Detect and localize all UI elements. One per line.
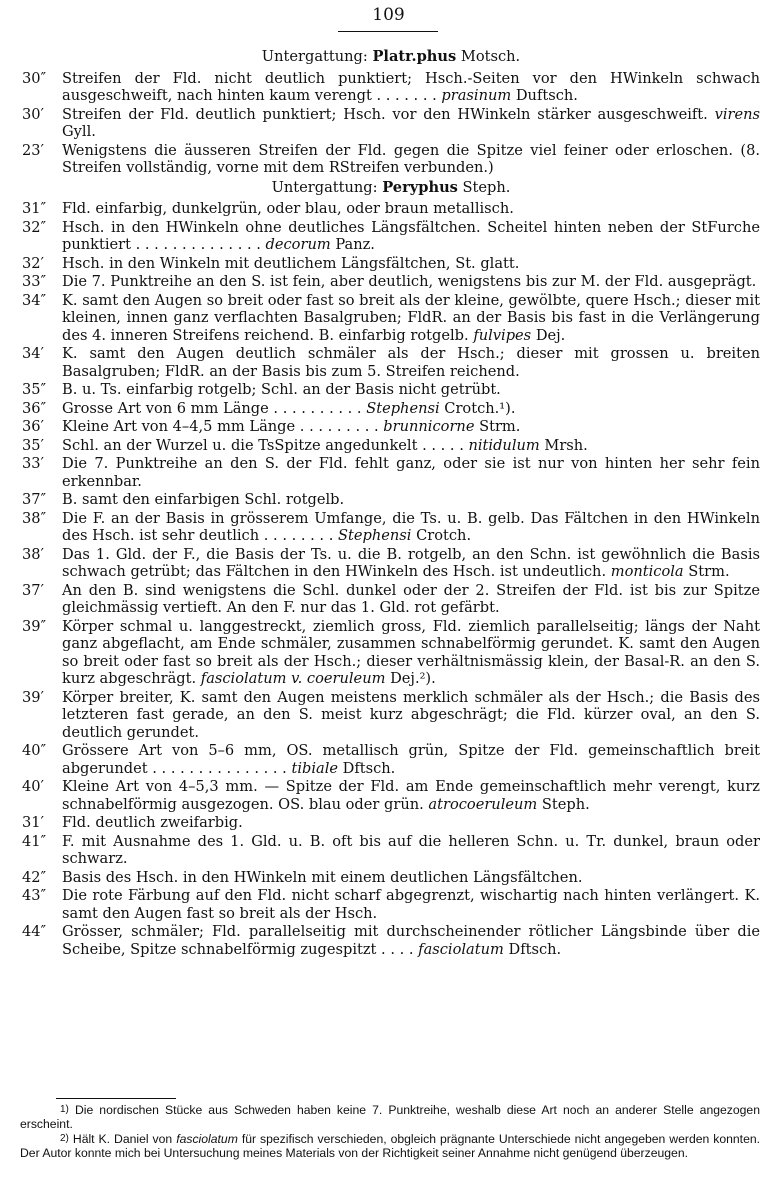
couplet-number: 42″ (22, 868, 47, 886)
couplet-text: Kleine Art von 4–4,5 mm Länge . . . . . . . . . (62, 418, 379, 435)
taxon-result (379, 418, 521, 435)
couplet-number: 34′ (22, 345, 44, 362)
couplet-number: 39″ (22, 617, 47, 635)
couplet-text: Grössere Art von 5–6 mm, OS. metallisch grün, Spitze der Fld. gemeinschaftlich breit abgerundet . . . . . . . . . . . . . . . (62, 742, 760, 777)
couplet-number: 36″ (22, 399, 47, 417)
taxon-name: decorum (265, 236, 331, 253)
couplet-number: 39′ (22, 688, 44, 706)
taxon-name: nitidulum (468, 436, 540, 454)
taxon-result (261, 236, 375, 253)
subgenus-label: Untergattung: (271, 178, 378, 196)
couplet-text: Fld. einfarbig, dunkelgrün, oder blau, oder braun metallisch. (62, 200, 514, 217)
taxon-author: Dej. (535, 326, 566, 344)
couplet-number: 40″ (22, 742, 47, 759)
taxon-result (362, 400, 516, 417)
taxon-result (437, 87, 578, 104)
taxon-author: Panz. (335, 236, 375, 253)
couplet-text: B. samt den einfarbigen Schl. rotgelb. (62, 491, 345, 508)
key-entry (22, 437, 760, 455)
key-entry (22, 869, 760, 887)
taxon-author: Crotch.¹). (444, 399, 516, 417)
couplet-text: Die rote Färbung auf den Fld. nicht scharf abgegrenzt, wischartig nach hinten verlängert. K. samt den Augen fast so breit als der Hsch. (62, 887, 760, 922)
couplet-number: 33′ (22, 455, 44, 472)
couplet-text: Die F. an der Basis in grösserem Umfange, die Ts. u. B. gelb. Das Fältchen in den HWinkeln des Hsch. ist sehr deutlich . . . . . . . . (62, 509, 760, 544)
header-rule (338, 31, 438, 32)
key-entry (22, 582, 760, 617)
key-entry (22, 255, 760, 273)
couplet-text: K. samt den Augen deutlich schmäler als der Hsch.; dieser mit grossen u. breiten Basalgruben; FldR. an der Basis bis zum 5. Streifen reichend. (62, 345, 760, 380)
taxon-name: fasciolatum (418, 940, 504, 958)
couplet-number: 43″ (22, 887, 47, 904)
couplet-number: 35″ (22, 381, 47, 398)
key-entry (22, 546, 760, 581)
footnotes (20, 1103, 760, 1160)
couplet-number: 44″ (22, 923, 47, 940)
couplet-text: Grosse Art von 6 mm Länge . . . . . . . . . . (62, 399, 362, 417)
taxon-author: Strm. (688, 563, 730, 580)
page-number: 109 (372, 5, 405, 25)
subgenus-heading (22, 179, 760, 197)
key-entry (22, 455, 760, 490)
couplet-number: 34″ (22, 291, 47, 309)
couplet-number: 32′ (22, 254, 44, 272)
key-entry (22, 381, 760, 399)
taxon-name: tibiale (291, 759, 338, 777)
couplet-text: Die 7. Punktreihe an den S. der Fld. fehlt ganz, oder sie ist nur von hinten her sehr fein erkennbar. (62, 455, 760, 490)
taxon-author: Duftsch. (515, 87, 578, 104)
couplet-text: Die 7. Punktreihe an den S. ist fein, aber deutlich, wenigstens bis zur M. der Fld. ausgeprägt. (62, 273, 757, 290)
taxon-author: Strm. (479, 418, 521, 435)
key-entry (22, 923, 760, 958)
subgenus-label: Untergattung: (261, 48, 368, 65)
taxon-result (606, 563, 730, 580)
footnote-mark: 1) (60, 1104, 69, 1115)
couplet-text: Basis des Hsch. in den HWinkeln mit einem deutlichen Längsfältchen. (62, 868, 583, 886)
subgenus-name: Platr.phus (372, 48, 457, 65)
key-entry (22, 345, 760, 380)
subgenus-name: Peryphus (382, 178, 458, 196)
couplet-number: 32″ (22, 218, 47, 236)
key-entry (22, 742, 760, 777)
taxon-author: Steph. (541, 795, 590, 813)
footnote (20, 1103, 760, 1132)
taxon-name: atrocoeruleum (428, 795, 538, 813)
couplet-number: 30′ (22, 105, 44, 123)
key-entry (22, 833, 760, 868)
taxon-name: Stephensi (338, 527, 412, 544)
couplet-number: 40′ (22, 778, 44, 795)
taxon-author: Dej.²). (390, 670, 436, 687)
key-entry (22, 689, 760, 742)
couplet-text: An den B. sind wenigstens die Schl. dunkel oder der 2. Streifen der Fld. ist bis zur Spitze gleichmässig vertieft. An den F. nur das 1. Gld. rot gefärbt. (62, 581, 760, 616)
couplet-number: 31′ (22, 814, 44, 831)
key-entry (22, 618, 760, 688)
footnote-text-cont: für spezifisch verschieden, obgleich prägnante Unterschiede nicht angegeben werden konnten. Der Autor konnte mich bei Untersuchung meines Materials von der Richtigkeit seiner Annahme nicht genügend überzeugen. (20, 1131, 761, 1160)
footnote-rule (56, 1098, 176, 1099)
taxon-author: Dftsch. (342, 759, 396, 777)
key-entry (22, 400, 760, 418)
couplet-text: Hsch. in den Winkeln mit deutlichem Längsfältchen, St. glatt. (62, 254, 520, 272)
key-entry (22, 70, 760, 105)
taxon-result (287, 760, 396, 777)
couplet-number: 31″ (22, 200, 47, 217)
key-entry (22, 142, 760, 177)
key-content (22, 46, 760, 959)
couplet-number: 36′ (22, 418, 44, 435)
key-entry (22, 219, 760, 254)
couplet-number: 35′ (22, 436, 44, 454)
taxon-author: Dftsch. (508, 940, 562, 958)
taxon-name: brunnicorne (383, 418, 475, 435)
couplet-number: 37″ (22, 491, 47, 508)
taxon-name: fulvipes (473, 326, 532, 344)
footnote-taxon: fasciolatum (176, 1131, 238, 1146)
taxon-name: monticola (610, 563, 684, 580)
couplet-number: 38″ (22, 509, 47, 527)
couplet-text: Hsch. in den HWinkeln ohne deutliches Längsfältchen. Scheitel hinten neben der StFurche punktiert . . . . . . . . . . . . . . (62, 218, 760, 253)
couplet-text: Streifen der Fld. nicht deutlich punktiert; Hsch.-Seiten vor den HWinkeln schwach ausgeschweift, nach hinten kaum verengt . . . . . . . (62, 69, 760, 104)
couplet-text: Körper schmal u. langgestreckt, ziemlich gross, Fld. ziemlich parallelseitig; längs der Naht ganz abgeflacht, am Ende schmäler, zusammen schnabelförmig gerundet. K. samt den Augen so breit oder fast so breit als der Hsch.; dieser verhältnismässig klein, der Basal-R. an den S. kurz abgeschrägt. (62, 617, 760, 687)
couplet-text: Kleine Art von 4–5,3 mm. — Spitze der Fld. am Ende gemeinschaftlich mehr verengt, kurz schnabelförmig ausgezogen. OS. blau oder grün. (62, 778, 760, 813)
footnote-mark: 2) (60, 1132, 69, 1144)
couplet-text: Fld. deutlich zweifarbig. (62, 814, 243, 831)
taxon-name: virens (714, 105, 761, 123)
key-entry (22, 200, 760, 218)
couplet-number: 23′ (22, 141, 44, 159)
key-entry (22, 778, 760, 813)
subgenus-author: Motsch. (460, 48, 521, 65)
key-entry (22, 887, 760, 922)
taxon-name: fasciolatum v. coeruleum (200, 670, 386, 687)
taxon-result (414, 941, 562, 958)
couplet-text: Wenigstens die äusseren Streifen der Fld. gegen die Spitze viel feiner oder erloschen. (8. Streifen vollständig, vorne mit dem RStreifen verbunden.) (62, 141, 760, 176)
footnote-text: Hält K. Daniel von (72, 1131, 173, 1146)
couplet-number: 33″ (22, 273, 47, 290)
couplet-text: Streifen der Fld. deutlich punktiert; Hsch. vor den HWinkeln stärker ausgeschweift. (62, 105, 708, 123)
key-entry (22, 814, 760, 832)
taxon-author: Mrsh. (544, 436, 588, 454)
couplet-text: K. samt den Augen so breit oder fast so breit als der kleine, gewölbte, quere Hsch.; dieser mit kleinen, innen ganz verflachten Basalgruben; FldR. an der Basis bis fast in die Verlängerung des 4. inneren Streifens reichend. B. einfarbig rotgelb. (62, 291, 760, 344)
key-entry (22, 510, 760, 545)
couplet-text: F. mit Ausnahme des 1. Gld. u. B. oft bis auf die helleren Schn. u. Tr. dunkel, braun oder schwarz. (62, 832, 760, 867)
taxon-result (196, 670, 436, 687)
key-entry (22, 106, 760, 141)
key-entry (22, 418, 760, 436)
taxon-result (464, 437, 588, 454)
couplet-number: 41″ (22, 832, 47, 850)
subgenus-author: Steph. (462, 178, 511, 196)
couplet-number: 38′ (22, 545, 44, 563)
key-entry (22, 273, 760, 291)
footnote-text: Die nordischen Stücke aus Schweden haben keine 7. Punktreihe, weshalb diese Art noch an anderer Stelle angezogen erscheint. (20, 1103, 760, 1132)
taxon-name: Stephensi (366, 399, 440, 417)
couplet-text: Körper breiter, K. samt den Augen meistens merklich schmäler als der Hsch.; die Basis des letzteren fast gerade, an den S. meist kurz abgeschrägt; die Fld. kürzer oval, an den S. deutlich gerundet. (62, 688, 760, 741)
footnote (20, 1132, 760, 1161)
couplet-number: 30″ (22, 69, 47, 87)
subgenus-heading (22, 48, 760, 66)
key-entry (22, 292, 760, 345)
couplet-text: Das 1. Gld. der F., die Basis der Ts. u. die B. rotgelb, an den Schn. ist gewöhnlich die Basis schwach getrübt; das Fältchen in den HWinkeln des Hsch. ist undeutlich. (62, 545, 760, 580)
couplet-number: 37′ (22, 581, 44, 599)
taxon-author: Crotch. (416, 527, 472, 544)
taxon-result (469, 327, 566, 344)
key-entry (22, 491, 760, 509)
couplet-text: Schl. an der Wurzel u. die TsSpitze angedunkelt . . . . . (62, 436, 464, 454)
taxon-result (333, 527, 471, 544)
couplet-text: Grösser, schmäler; Fld. parallelseitig mit durchscheinender rötlicher Längsbinde über die Scheibe, Spitze schnabelförmig zugespitzt . . . . (62, 923, 760, 958)
taxon-result (424, 796, 590, 813)
taxon-name: prasinum (441, 87, 512, 104)
taxon-author: Gyll. (62, 123, 96, 140)
couplet-text: B. u. Ts. einfarbig rotgelb; Schl. an der Basis nicht getrübt. (62, 381, 501, 398)
